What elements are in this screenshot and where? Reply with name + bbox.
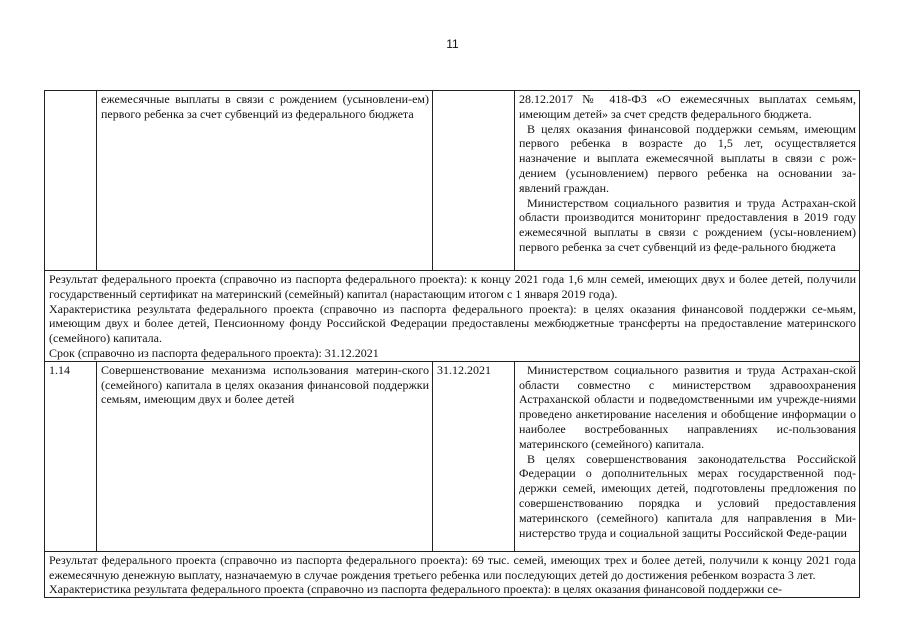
row-number-cell: 1.14 <box>45 361 97 551</box>
section-paragraph: Характеристика результата федерального проекта (справочно из паспорта федерального проекта): в целях оказания финансовой поддержки се-мьям, имеющим двух и более детей, Пенсионному фонду Российской Федерации предоставлены межбюджетные трансферты на предоставление материнского (семейного) капитала. <box>49 301 856 346</box>
row-number-cell <box>45 91 97 271</box>
section-paragraph: Характеристика результата федерального проекта (справочно из паспорта федерального проекта): в целях оказания финансовой поддержки се- <box>49 582 783 597</box>
result-paragraph: В целях совершенствования законодательства Российской Федерации о дополнительных мерах государственной под-держки семей, имеющих детей, подготовлены предложения по совершенствованию порядка и условий предоставления материнского (семейного) капитала для направления в Ми-нистерство труда и социальной защиты Российской Феде-рации <box>519 451 856 540</box>
section-row <box>45 551 860 597</box>
deadline-cell: 31.12.2021 <box>433 361 515 551</box>
measure-name-cell: ежемесячные выплаты в связи с рождением (усыновлени-ем) первого ребенка за счет субвенций из федерального бюджета <box>97 91 433 271</box>
result-paragraph: Министерством социального развития и труда Астрахан-ской области производится мониторинг предоставления в 2019 году ежемесячной выплаты в связи с рождением (усы-новлением) первого ребенка за счет субвенций из феде-рального бюджета <box>519 195 856 254</box>
section-row <box>45 271 860 362</box>
section-paragraph: Срок (справочно из паспорта федерального проекта): 31.12.2021 <box>49 345 379 360</box>
federal-project-result-section <box>45 551 860 597</box>
table-row <box>45 91 860 271</box>
federal-project-result-section <box>45 271 860 362</box>
result-cell <box>515 91 860 271</box>
section-paragraph: Результат федерального проекта (справочно из паспорта федерального проекта): 69 тыс. семей, имеющих трех и более детей, получили к концу 2021 года ежемесячную денежную выплату, назначаемую в случае рождения третьего ребенка или последующих детей до достижения ребенком возраста 3 лет. <box>49 552 856 582</box>
section-paragraph: Результат федерального проекта (справочно из паспорта федерального проекта): к концу 2021 года 1,6 млн семей, имеющих двух и более детей, получили государственный сертификат на материнский (семейный) капитал (нарастающим итогом с 1 января 2019 года). <box>49 272 856 301</box>
deadline-cell <box>433 91 515 271</box>
page-number: 11 <box>446 37 459 51</box>
table-row <box>45 361 860 551</box>
measures-table <box>44 90 860 598</box>
result-paragraph: В целях оказания финансовой поддержки семьям, имеющим первого ребенка в возрасте до 1,5 лет, осуществляется назначение и выплата ежемесячной выплаты в связи с рож-дением (усыновлением) первого ребенка на основании за-явлений граждан. <box>519 121 856 195</box>
result-cell <box>515 361 860 551</box>
result-paragraph: Министерством социального развития и труда Астрахан-ской области совместно с министерством здравоохранения Астраханской области и подведомственными им учрежде-ниями проведено анкетирование населения и обобщение информации о наиболее востребованных направлениях ис-пользования материнского (семейного) капитала. <box>519 362 856 451</box>
measure-name-cell: Совершенствование механизма использования материн-ского (семейного) капитала в целях оказания финансовой поддержки семьям, имеющим двух и более детей <box>97 361 433 551</box>
result-paragraph: 28.12.2017 № 418-ФЗ «О ежемесячных выплатах семьям, имеющим детей» за счет средств федерального бюджета. <box>519 92 856 121</box>
